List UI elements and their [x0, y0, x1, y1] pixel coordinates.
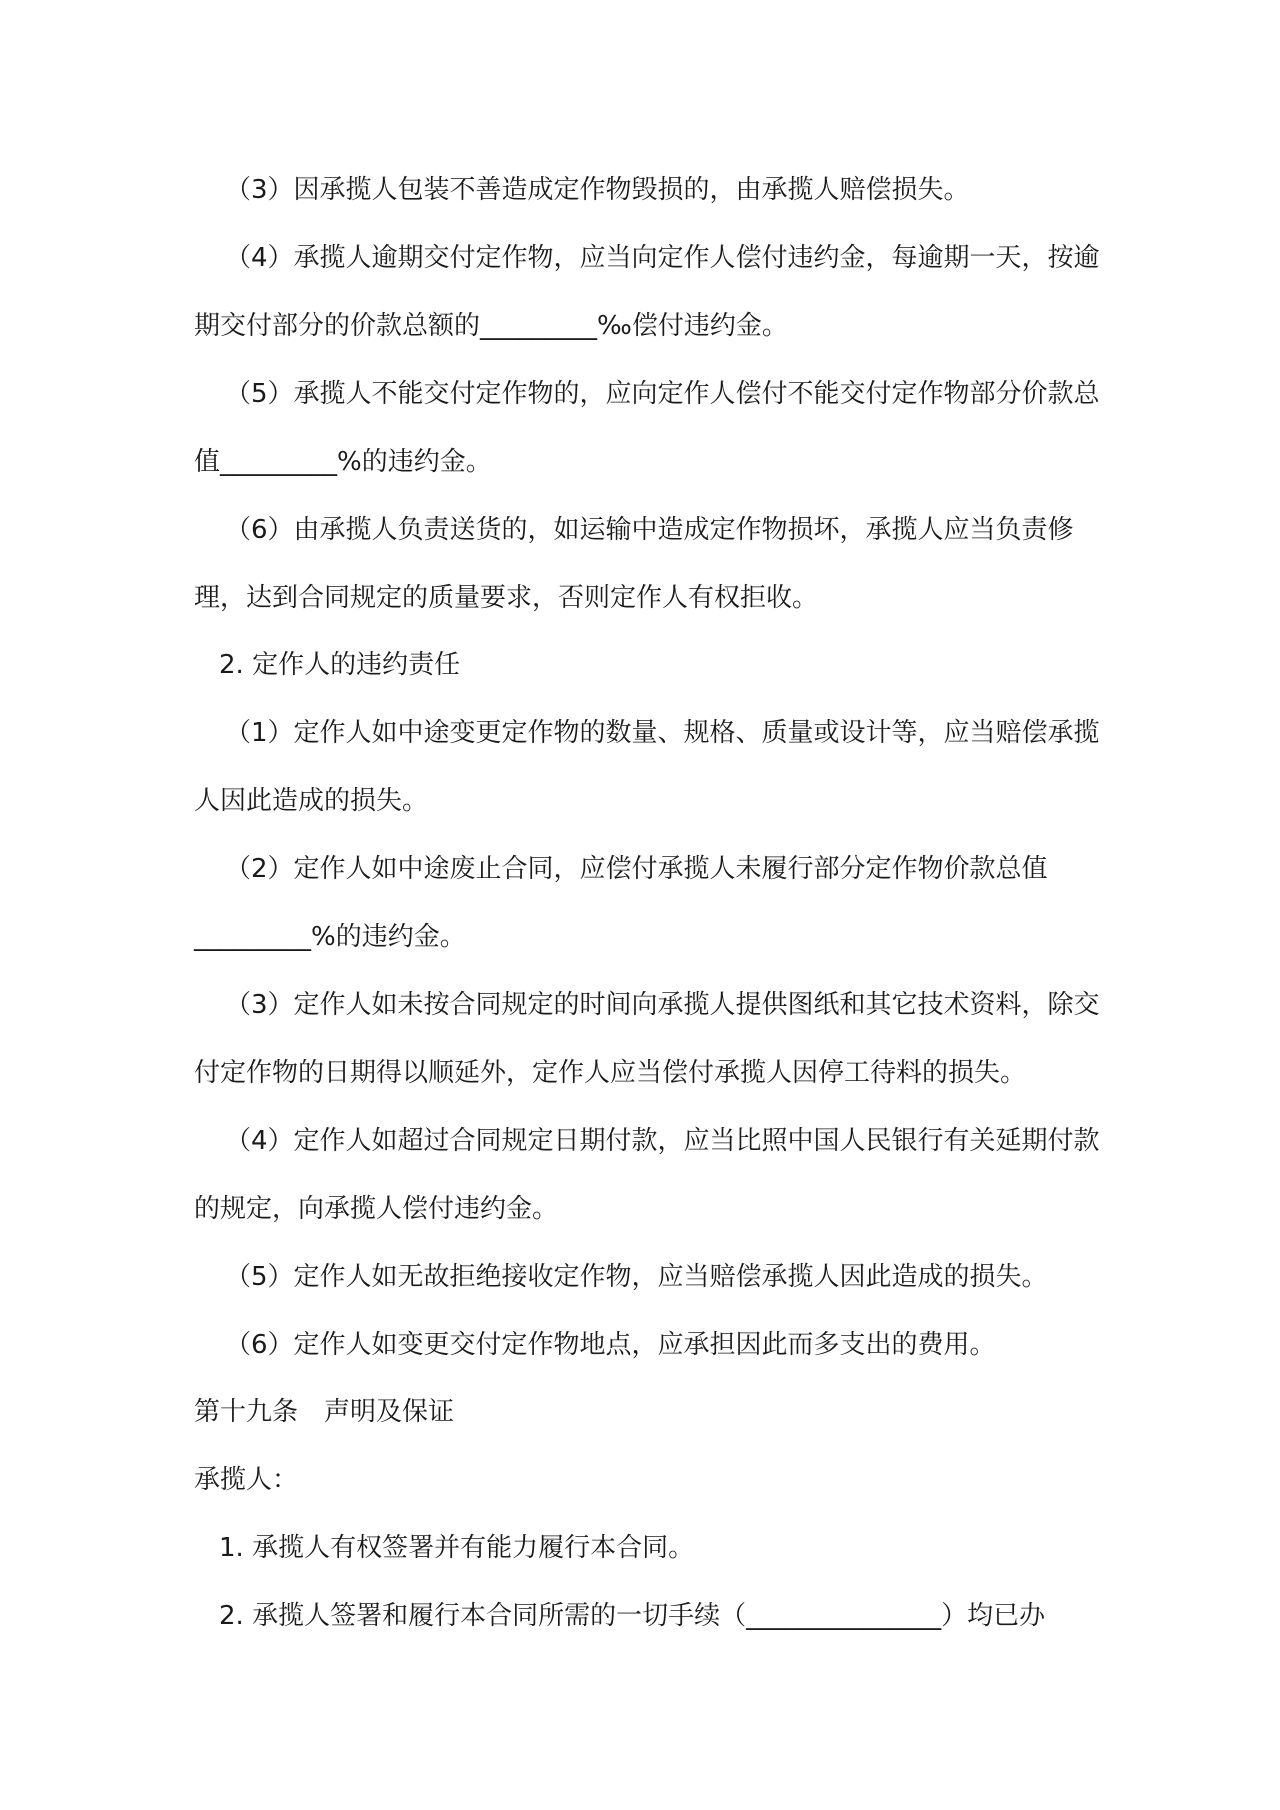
clause-line: 的规定，向承揽人偿付违约金。: [194, 1194, 559, 1224]
clause-line: 2. 承揽人签署和履行本合同所需的一切手续（_______________）均已办: [219, 1601, 1046, 1631]
party-label: 承揽人：: [194, 1465, 299, 1495]
clause-line: _________%的违约金。: [194, 922, 466, 952]
clause-line: （6）定作人如变更交付定作物地点，应承担因此而多支出的费用。: [225, 1330, 996, 1360]
clause-line: 值_________%的违约金。: [194, 447, 492, 477]
clause-line: 人因此造成的损失。: [194, 786, 429, 816]
article-heading: 第十九条 声明及保证: [194, 1397, 455, 1427]
clause-line: （5）定作人如无故拒绝接收定作物，应当赔偿承揽人因此造成的损失。: [225, 1262, 1048, 1292]
clause-line: （4）承揽人逾期交付定作物，应当向定作人偿付违约金，每逾期一天，按逾: [225, 243, 1100, 273]
clause-line: （6）由承揽人负责送货的，如运输中造成定作物损坏，承揽人应当负责修: [225, 515, 1074, 545]
clause-line: 1. 承揽人有权签署并有能力履行本合同。: [219, 1533, 695, 1563]
clause-line: （3）因承揽人包装不善造成定作物毁损的，由承揽人赔偿损失。: [225, 175, 970, 205]
clause-line: （2）定作人如中途废止合同，应偿付承揽人未履行部分定作物价款总值: [225, 854, 1048, 884]
clause-line: 付定作物的日期得以顺延外，定作人应当偿付承揽人因停工待料的损失。: [194, 1058, 1027, 1088]
clause-line: （4）定作人如超过合同规定日期付款，应当比照中国人民银行有关延期付款: [225, 1126, 1100, 1156]
clause-line: 期交付部分的价款总额的_________‰偿付违约金。: [194, 311, 788, 341]
clause-line: （5）承揽人不能交付定作物的，应向定作人偿付不能交付定作物部分价款总: [225, 379, 1100, 409]
clause-line: （3）定作人如未按合同规定的时间向承揽人提供图纸和其它技术资料，除交: [225, 990, 1100, 1020]
clause-line: （1）定作人如中途变更定作物的数量、规格、质量或设计等，应当赔偿承揽: [225, 718, 1100, 748]
clause-line: 理，达到合同规定的质量要求，否则定作人有权拒收。: [194, 583, 819, 613]
section-heading: 2. 定作人的违约责任: [219, 650, 461, 680]
